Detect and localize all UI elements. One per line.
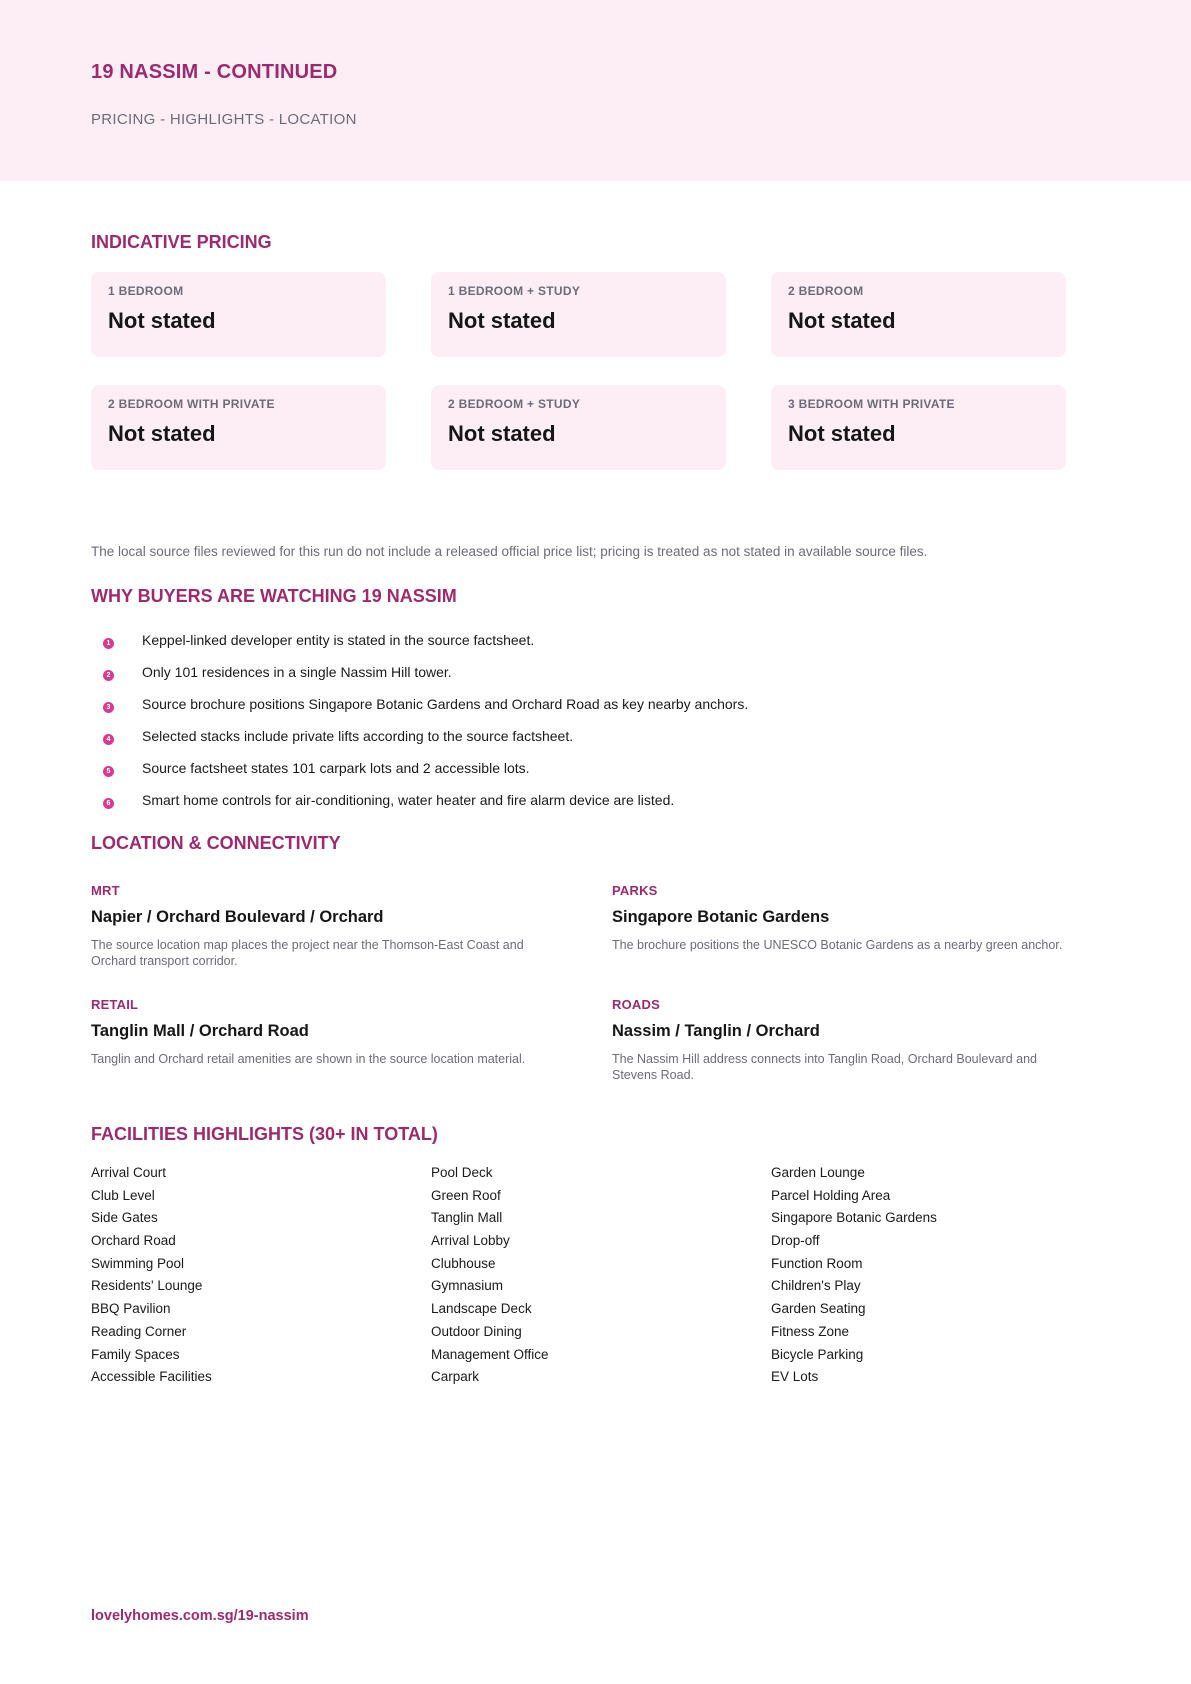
facility-item: Residents' Lounge (91, 1278, 203, 1294)
number-badge-icon: 2 (103, 670, 114, 681)
facility-item: BBQ Pavilion (91, 1301, 171, 1317)
facility-item: Swimming Pool (91, 1255, 185, 1271)
facility-item: Carpark (431, 1369, 480, 1385)
location-name: Singapore Botanic Gardens (612, 908, 830, 926)
list-item (91, 760, 1091, 792)
location-name: Tanglin Mall / Orchard Road (91, 1022, 309, 1040)
page-header (0, 0, 1191, 181)
list-item-text: Keppel-linked developer entity is stated in the source factsheet. (142, 632, 535, 648)
facility-item: Pool Deck (431, 1165, 493, 1180)
facility-item: Arrival Court (91, 1165, 167, 1180)
facility-item: Family Spaces (91, 1346, 180, 1362)
location-category: ROADS (612, 997, 660, 1012)
location-name: Napier / Orchard Boulevard / Orchard (91, 908, 384, 926)
price-card-value: Not stated (448, 421, 556, 446)
location-description: Tanglin and Orchard retail amenities are shown in the source location material. (91, 1052, 526, 1066)
location-category: RETAIL (91, 997, 139, 1012)
list-item (91, 632, 1091, 664)
facility-item: Accessible Facilities (91, 1369, 212, 1385)
facilities-column (771, 1165, 1071, 1392)
list-item-text: Source factsheet states 101 carpark lots and 2 accessible lots. (142, 760, 530, 776)
location-category: MRT (91, 883, 120, 898)
location-description: The source location map places the project near the Thomson-East Coast and Orchard transport corridor. (91, 938, 524, 968)
facility-item: Tanglin Mall (431, 1210, 503, 1226)
price-card (91, 385, 386, 470)
location-description: The brochure positions the UNESCO Botanic Gardens as a nearby green anchor. (612, 938, 1063, 952)
price-card-label: 3 BEDROOM WITH PRIVATE (788, 397, 955, 411)
price-card-label: 2 BEDROOM WITH PRIVATE (108, 397, 275, 411)
facility-item: Fitness Zone (771, 1323, 850, 1339)
facility-item: Parcel Holding Area (771, 1187, 891, 1203)
price-card (771, 385, 1066, 470)
facility-item: Drop-off (771, 1233, 820, 1249)
location-section-title: LOCATION & CONNECTIVITY (91, 833, 341, 853)
footer-website-link[interactable]: lovelyhomes.com.sg/19-nassim (91, 1608, 309, 1624)
facility-item: Management Office (431, 1346, 549, 1362)
price-card-value: Not stated (788, 308, 896, 333)
location-description: The Nassim Hill address connects into Tanglin Road, Orchard Boulevard and Stevens Road. (612, 1052, 1037, 1082)
price-card-label: 2 BEDROOM (788, 284, 864, 298)
facility-item: EV Lots (771, 1369, 819, 1385)
price-card-label: 2 BEDROOM + STUDY (448, 397, 581, 411)
number-badge-icon: 4 (103, 734, 114, 745)
price-card-value: Not stated (108, 421, 216, 446)
price-card-value: Not stated (108, 308, 216, 333)
price-card (431, 272, 726, 357)
page-subtitle: PRICING - HIGHLIGHTS - LOCATION (91, 111, 357, 128)
location-block-mrt (91, 883, 561, 969)
list-item (91, 696, 1091, 728)
facilities-column (431, 1165, 731, 1392)
price-card-value: Not stated (448, 308, 556, 333)
price-card (771, 272, 1066, 357)
location-name: Nassim / Tanglin / Orchard (612, 1022, 820, 1040)
number-badge-icon: 6 (103, 798, 114, 809)
facility-item: Clubhouse (431, 1255, 496, 1271)
list-item-text: Only 101 residences in a single Nassim Hill tower. (142, 664, 452, 680)
price-card (431, 385, 726, 470)
facility-item: Garden Lounge (771, 1165, 865, 1180)
location-block-roads (612, 997, 1082, 1083)
location-block-retail (91, 997, 561, 1067)
list-item (91, 728, 1091, 760)
facility-item: Club Level (91, 1187, 155, 1203)
facility-item: Function Room (771, 1255, 863, 1271)
page-title: 19 NASSIM - CONTINUED (91, 61, 338, 83)
price-card-value: Not stated (788, 421, 896, 446)
why-list (91, 632, 1091, 824)
price-card-label: 1 BEDROOM + STUDY (448, 284, 581, 298)
facility-item: Side Gates (91, 1210, 158, 1226)
facility-item: Bicycle Parking (771, 1346, 864, 1362)
facilities-section-title: FACILITIES HIGHLIGHTS (30+ IN TOTAL) (91, 1124, 438, 1144)
facility-item: Arrival Lobby (431, 1233, 510, 1249)
location-block-parks (612, 883, 1082, 953)
facility-item: Outdoor Dining (431, 1323, 522, 1339)
facility-item: Garden Seating (771, 1301, 866, 1317)
list-item (91, 664, 1091, 696)
why-section-title: WHY BUYERS ARE WATCHING 19 NASSIM (91, 586, 457, 606)
facility-item: Children's Play (771, 1278, 861, 1294)
list-item (91, 792, 1091, 824)
number-badge-icon: 3 (103, 702, 114, 713)
number-badge-icon: 5 (103, 766, 114, 777)
facility-item: Reading Corner (91, 1323, 187, 1339)
list-item-text: Smart home controls for air-conditioning, water heater and fire alarm device are listed. (142, 792, 675, 808)
facility-item: Landscape Deck (431, 1301, 532, 1317)
location-category: PARKS (612, 883, 658, 898)
facility-item: Green Roof (431, 1187, 501, 1203)
price-card-label: 1 BEDROOM (108, 284, 184, 298)
facility-item: Orchard Road (91, 1233, 176, 1249)
number-badge-icon: 1 (103, 638, 114, 649)
list-item-text: Selected stacks include private lifts according to the source factsheet. (142, 728, 574, 744)
price-card (91, 272, 386, 357)
pricing-note: The local source files reviewed for this run do not include a released official price list; pricing is treated as not stated in available source files. (91, 544, 928, 559)
facilities-column (91, 1165, 391, 1392)
list-item-text: Source brochure positions Singapore Botanic Gardens and Orchard Road as key nearby anchors. (142, 696, 749, 712)
pricing-section-title: INDICATIVE PRICING (91, 232, 272, 252)
facility-item: Gymnasium (431, 1278, 504, 1294)
facility-item: Singapore Botanic Gardens (771, 1210, 937, 1226)
